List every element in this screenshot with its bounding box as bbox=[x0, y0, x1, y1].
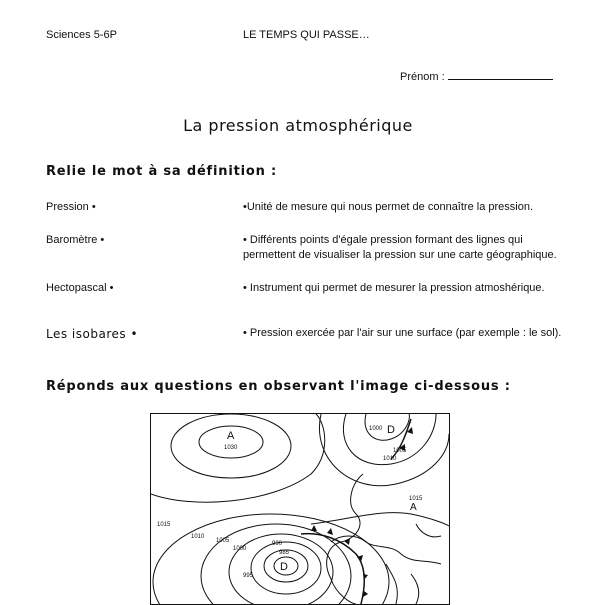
theme-label: LE TEMPS QUI PASSE… bbox=[243, 29, 370, 41]
weather-map bbox=[150, 413, 450, 605]
class-label: Sciences 5-6P bbox=[46, 29, 117, 41]
isobar bbox=[201, 524, 351, 604]
coastline bbox=[386, 564, 397, 604]
front-triangle bbox=[344, 538, 350, 545]
exercise1-heading: Relie le mot à sa définition : bbox=[46, 164, 277, 179]
map-label: 1005 bbox=[216, 538, 230, 544]
front-triangle bbox=[327, 528, 333, 535]
map-label: 1000 bbox=[369, 426, 383, 432]
map-label: 985 bbox=[279, 550, 290, 556]
map-label: 990 bbox=[272, 541, 283, 547]
word-hectopascal: Hectopascal • bbox=[46, 282, 114, 294]
exercise2-heading: Réponds aux questions en observant l'image ci-dessous : bbox=[46, 379, 511, 394]
name-blank-line bbox=[448, 69, 553, 80]
map-label: 1030 bbox=[224, 445, 238, 451]
map-label: 995 bbox=[243, 573, 254, 579]
definition-pression: • Pression exercée par l'air sur une surface (par exemple : le sol). bbox=[243, 327, 562, 339]
coastline bbox=[416, 524, 441, 537]
map-label: A bbox=[227, 430, 235, 442]
front-triangle bbox=[311, 525, 317, 531]
map-label: D bbox=[387, 424, 395, 436]
definition-instrument: • Instrument qui permet de mesurer la pression atmoshérique. bbox=[243, 282, 545, 294]
definition-isobares-line1: • Différents points d'égale pression formant des lignes qui bbox=[243, 234, 523, 246]
word-barometre: Baromètre • bbox=[46, 234, 105, 246]
definition-isobares-line2: permettent de visualiser la pression sur une carte géographique. bbox=[243, 249, 557, 261]
word-pression: Pression • bbox=[46, 201, 96, 213]
map-label: 1010 bbox=[383, 456, 397, 462]
name-label: Prénom : bbox=[400, 71, 445, 83]
isobar bbox=[319, 414, 449, 486]
map-label: 1000 bbox=[233, 546, 247, 552]
definition-unite: •Unité de mesure qui nous permet de connaître la pression. bbox=[243, 201, 534, 213]
map-label: D bbox=[280, 561, 288, 573]
isobar bbox=[153, 514, 389, 604]
map-label: 1005 bbox=[393, 448, 407, 454]
weather-map-drawing bbox=[151, 414, 449, 604]
page-title: La pression atmosphérique bbox=[183, 116, 413, 135]
map-label: 1015 bbox=[157, 522, 171, 528]
word-isobares: Les isobares • bbox=[46, 327, 139, 341]
map-label: 1015 bbox=[409, 496, 423, 502]
map-label: A bbox=[410, 502, 417, 513]
map-label: 1010 bbox=[191, 534, 205, 540]
name-field[interactable] bbox=[400, 69, 553, 83]
